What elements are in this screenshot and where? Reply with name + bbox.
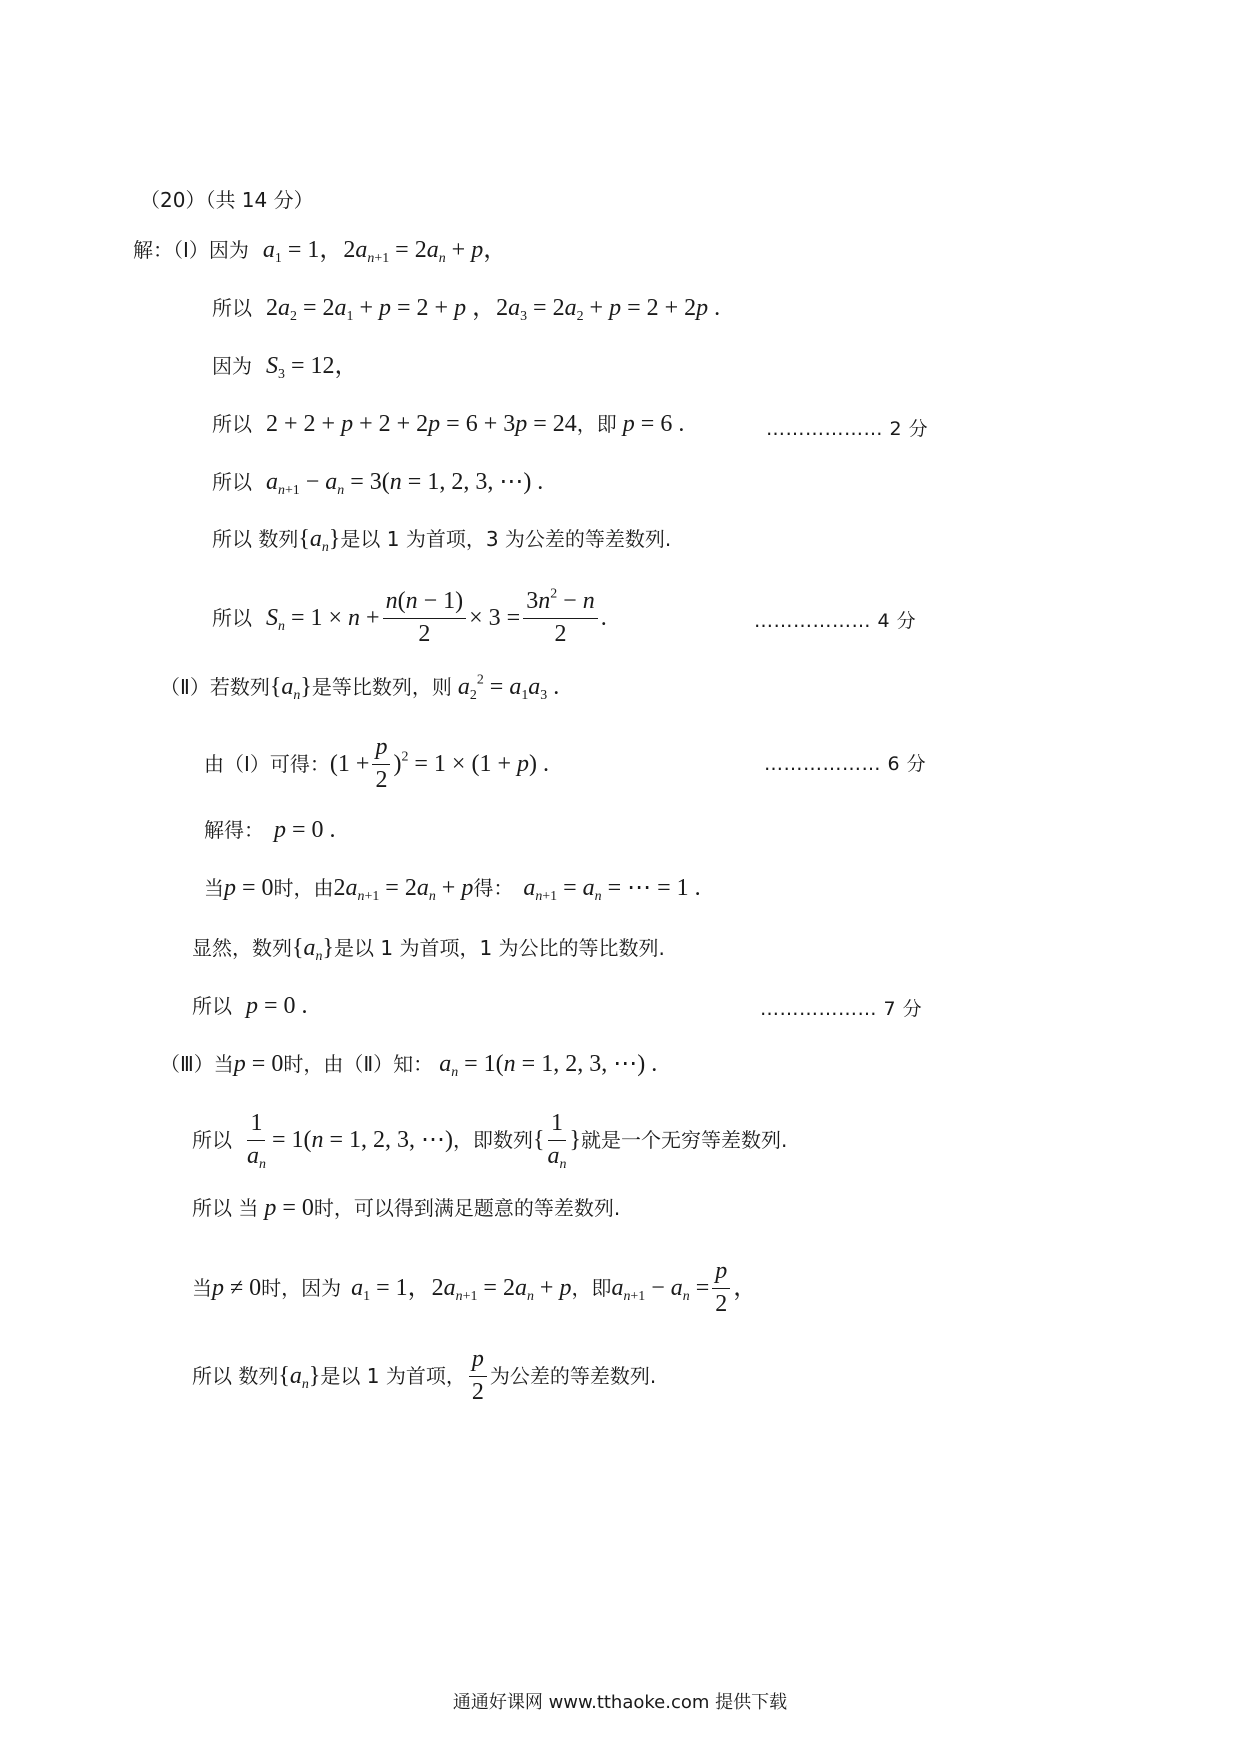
formula: $a_{n+1} - a_n$ = (611, 1275, 710, 1304)
fraction: $\frac{1}{a_n}$ (547, 1110, 567, 1172)
solution-line-8 (160, 672, 560, 703)
line-text: 就是一个无穷等差数列. (581, 1128, 788, 1153)
formula: $S_3 = 12$， (266, 353, 359, 382)
solution-line-5 (212, 469, 544, 498)
line-label: 所以 (212, 412, 252, 436)
formula: . (600, 605, 607, 632)
score-marker: ……………… 6 分 (764, 753, 927, 775)
solution-line-3 (212, 353, 359, 382)
line-label: 所以 (192, 1128, 232, 1153)
line-text: 时，因为 (261, 1276, 342, 1301)
formula: p = 0 (233, 1051, 284, 1077)
fraction: $\frac{p}{2}$ (712, 1258, 730, 1318)
line-label: 所以 (212, 470, 252, 494)
formula: p = 0 (264, 1195, 314, 1221)
solution-line-18 (192, 1346, 656, 1406)
solution-line-12 (192, 935, 665, 964)
line-text: 所以 数列 (192, 1364, 279, 1389)
line-connector: ，即 (576, 412, 617, 436)
formula: { (533, 1127, 545, 1154)
line-text: 当 (192, 1276, 212, 1301)
line-text: （Ⅲ）当 (160, 1052, 234, 1076)
formula: $a_2^2 = a_1a_3$ . (457, 672, 560, 703)
line-label: 所以 (212, 606, 252, 631)
solution-line-7 (212, 588, 607, 648)
line-label: 所以 (212, 296, 252, 320)
solution-line-15 (192, 1110, 787, 1170)
formula: $a_1 = 1$，$2a_{n+1} = 2a_n + p$ (351, 1275, 572, 1304)
score-marker: ……………… 4 分 (754, 610, 917, 632)
formula: $a_{n+1} - a_n = 3(n = 1$, 2, 3, ⋯) . (266, 469, 544, 498)
formula: $\{a_n\}$ (278, 1363, 321, 1392)
formula: × 3 = (469, 605, 521, 632)
score-marker: ……………… 7 分 (760, 998, 923, 1020)
solution-line-16 (192, 1196, 620, 1220)
line-label: 所以 (192, 994, 232, 1018)
formula: $a_n = 1(n = 1$, 2, 3, ⋯) . (439, 1051, 658, 1080)
fraction: $\frac{1}{a_n}$ (247, 1110, 266, 1172)
solution-line-14 (160, 1051, 658, 1080)
formula: = 1(n = 1, 2, 3, ⋯) (271, 1127, 454, 1154)
line-label: 解：（Ⅰ）因为 (133, 238, 249, 262)
formula: $a_{n+1} = a_n$ = ⋯ = 1 . (523, 875, 701, 904)
line-text: 是以 1 为首项，1 为公比的等比数列. (334, 936, 665, 960)
line-text: 所以 当 (192, 1196, 259, 1220)
formula: )$^2$ = 1 × (1 + p) . (393, 749, 549, 778)
formula: p = 6 . (622, 411, 685, 437)
solution-line-6 (212, 526, 672, 555)
formula: p = 0 . (274, 817, 336, 843)
line-text: 当 (204, 876, 224, 900)
formula: $a_1 = 1$，$2a_{n+1} = 2a_n + p$， (262, 237, 508, 266)
line-text: 得： (473, 876, 514, 900)
line-text: 时，由（Ⅱ）知： (283, 1052, 434, 1076)
solution-line-10 (204, 818, 336, 842)
solution-line-4 (212, 412, 684, 436)
formula: $2a_2 = 2a_1 + p = 2 + p$ ，$2a_3 = 2a_2 + p = 2 + 2p$ . (266, 295, 721, 324)
footer-credit: 通通好课网 www.tthaoke.com 提供下载 (452, 1692, 788, 1713)
line-label: 因为 (212, 354, 252, 378)
fraction: $\frac{p}{2}$ (372, 734, 390, 794)
fraction: $\frac{n(n - 1)}{2}$ (383, 588, 467, 648)
formula: p = 0 (224, 875, 274, 901)
problem-header (140, 190, 314, 210)
solution-line-1 (133, 237, 508, 266)
formula: (1 + (329, 751, 370, 778)
problem-title: （20）（共 14 分） (140, 188, 314, 212)
solution-line-17 (192, 1258, 757, 1318)
line-text: 时，由 (273, 876, 334, 900)
line-text: 为公差的等差数列. (489, 1364, 657, 1389)
line-text: （Ⅱ）若数列 (160, 675, 270, 699)
fraction: $\frac{3n^2 - n}{2}$ (523, 588, 598, 648)
line-label: 由（Ⅰ）可得： (204, 752, 330, 777)
solution-line-2 (212, 295, 721, 324)
solution-line-11 (204, 875, 701, 904)
line-text: 是以 1 为首项， (320, 1364, 466, 1389)
line-text: 时，可以得到满足题意的等差数列. (313, 1196, 621, 1220)
line-text: 显然，数列 (192, 936, 292, 960)
line-text: 是等比数列，则 (311, 675, 452, 699)
formula: $\{a_n\}$ (292, 935, 335, 964)
formula: $2a_{n+1} = 2a_n + p$ (333, 875, 474, 904)
formula: p = 0 . (246, 993, 308, 1019)
line-text: ，即数列 (453, 1128, 534, 1153)
formula: $\{a_n\}$ (298, 526, 341, 555)
formula: } (569, 1127, 582, 1154)
formula: p ≠ 0 (212, 1275, 262, 1302)
score-marker: ……………… 2 分 (766, 418, 929, 440)
line-text: 是以 1 为首项，3 为公差的等差数列. (340, 527, 672, 551)
line-text: ，即 (571, 1276, 612, 1301)
formula: 2 + 2 + p + 2 + 2p = 6 + 3p = 24 (266, 411, 577, 437)
solution-line-13 (192, 994, 308, 1018)
formula: $S_n = 1 \times n$ + (266, 605, 380, 634)
line-label: 解得： (204, 818, 264, 842)
formula: $\{a_n\}$ (269, 674, 312, 703)
solution-line-9 (204, 734, 549, 794)
line-text: 所以 数列 (212, 527, 299, 551)
fraction: $\frac{p}{2}$ (469, 1346, 487, 1406)
formula: ， (733, 1275, 758, 1302)
